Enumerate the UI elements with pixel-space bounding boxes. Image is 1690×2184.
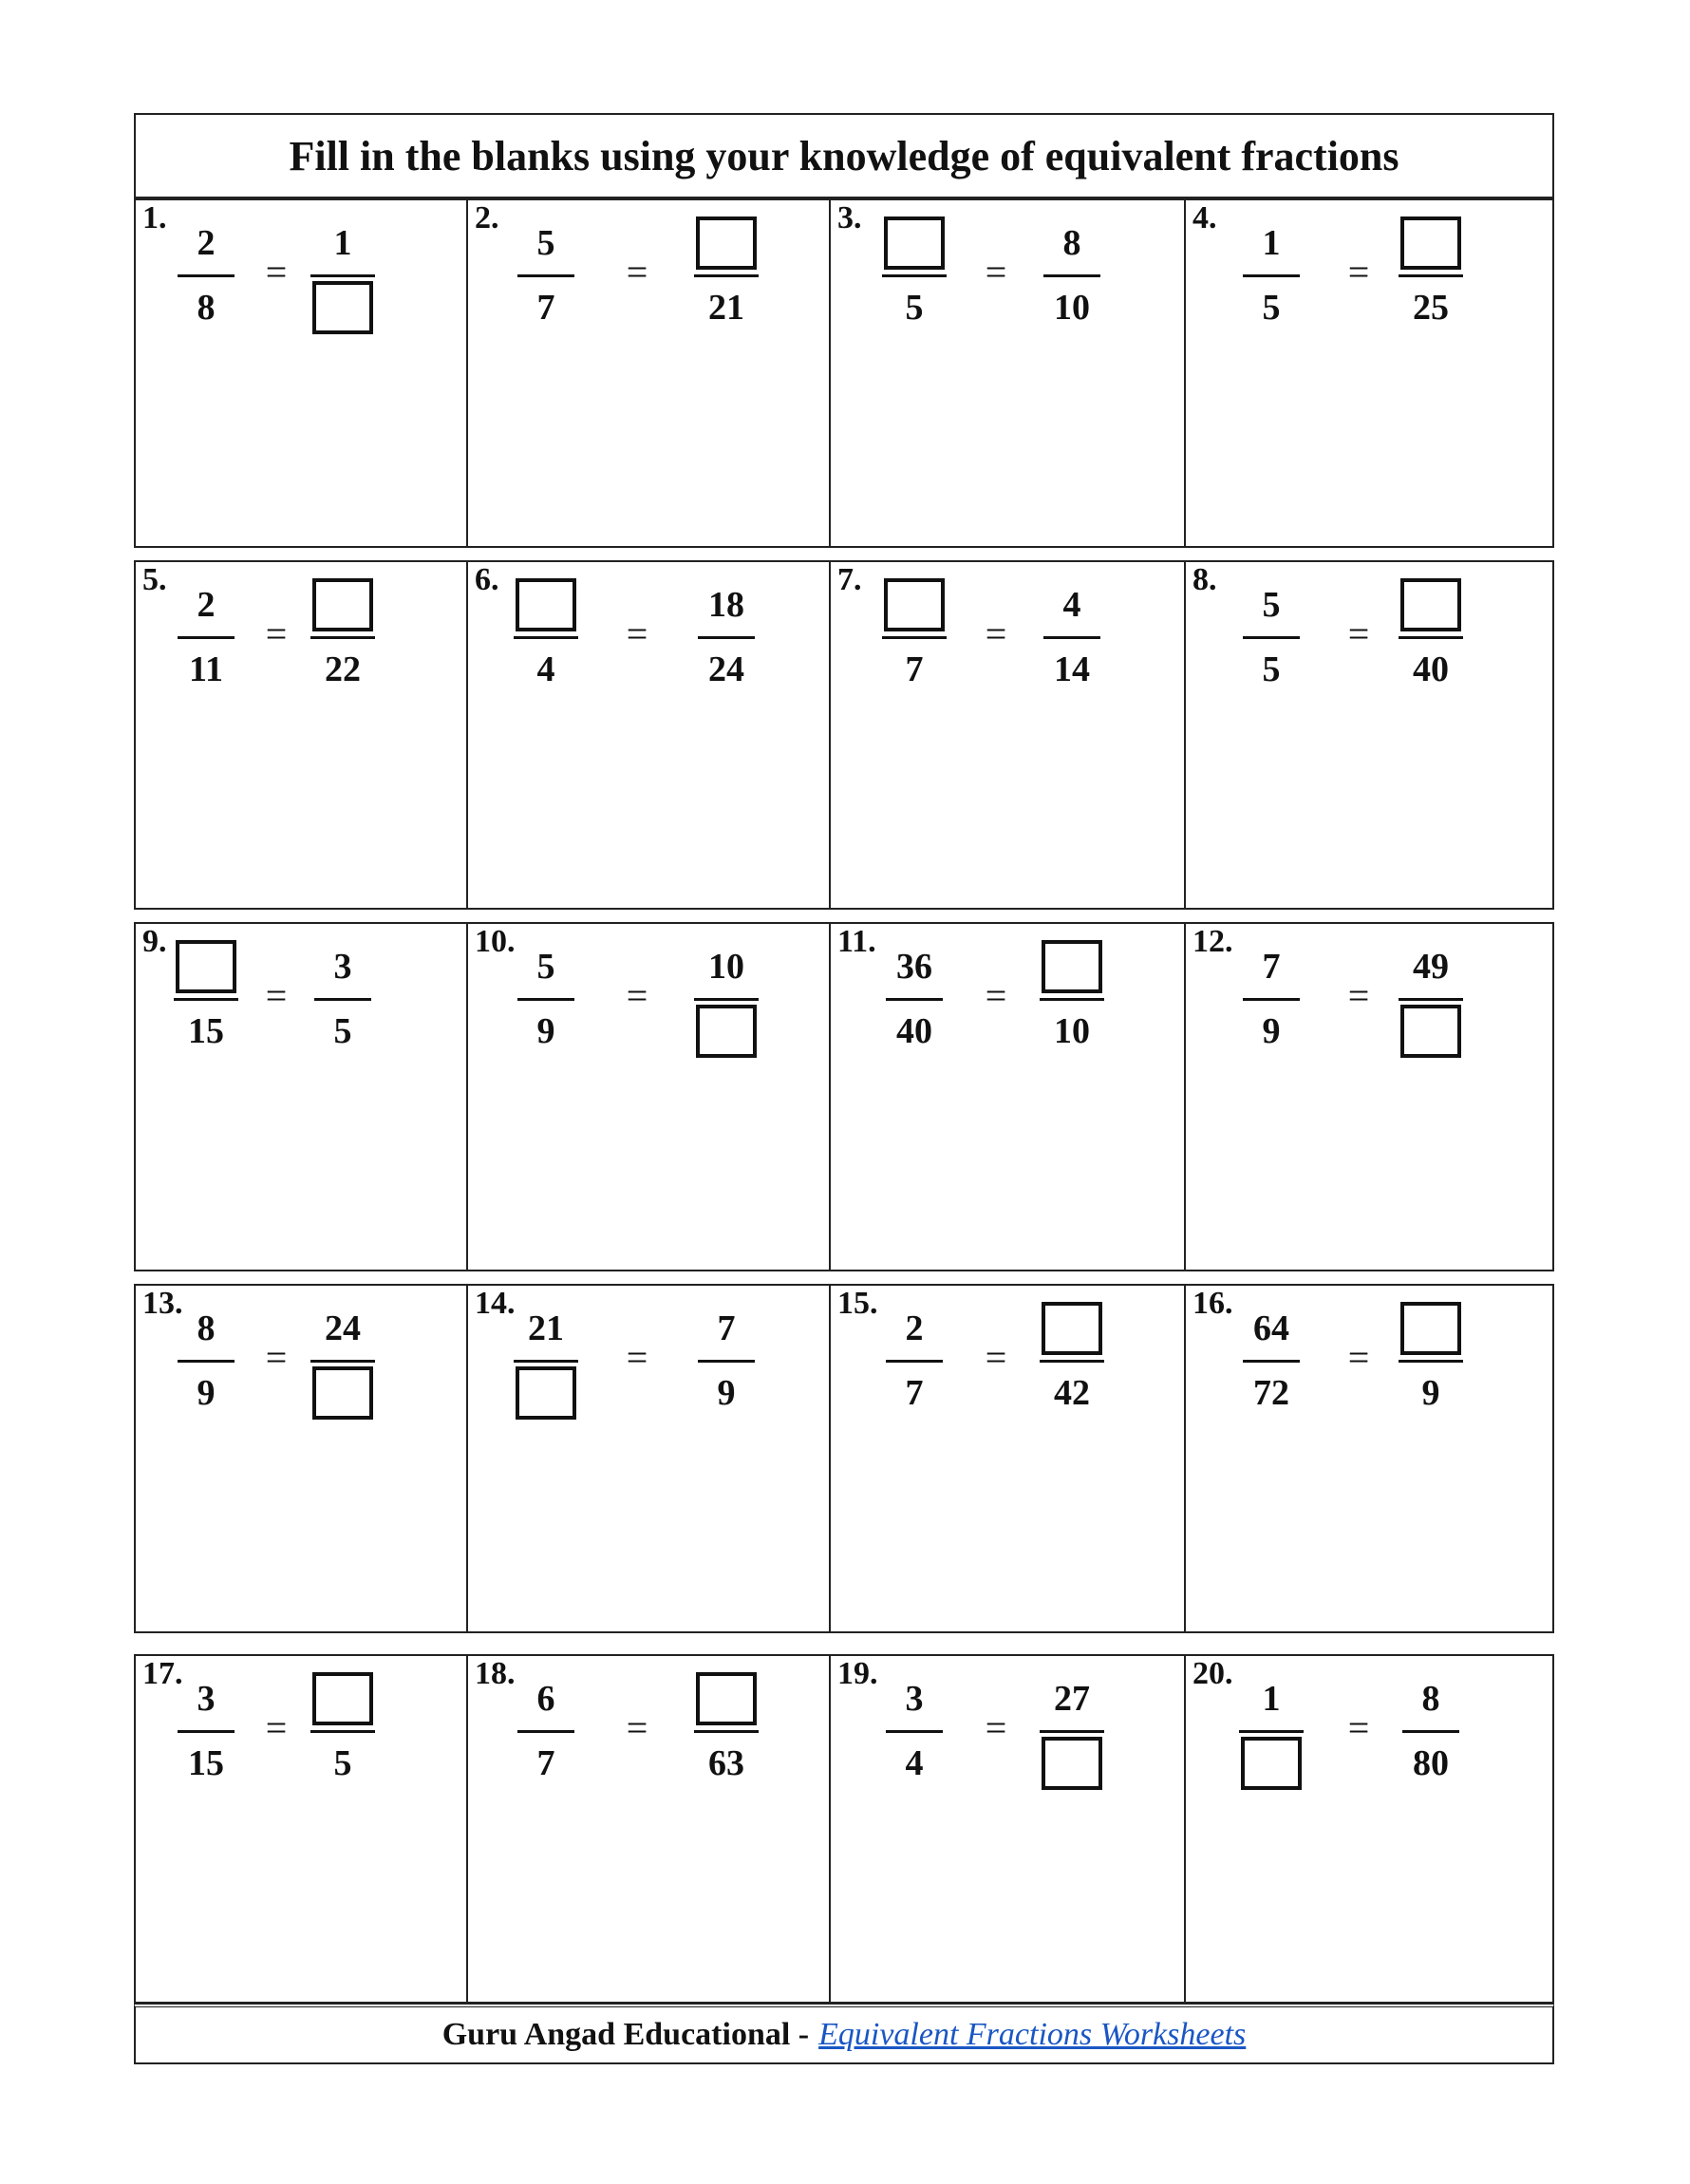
right-fraction — [1034, 214, 1110, 337]
right-fraction — [305, 1299, 381, 1422]
worksheet-title: Fill in the blanks using your knowledge of equivalent fractions — [134, 113, 1554, 198]
right-numerator: 49 — [1413, 947, 1449, 987]
left-numerator: 5 — [1262, 585, 1281, 625]
problem-number: 3. — [837, 200, 862, 235]
equals-sign: = — [1347, 1336, 1370, 1379]
equals-sign: = — [1347, 612, 1370, 655]
problem-number: 16. — [1192, 1286, 1233, 1321]
answer-box[interactable] — [696, 1672, 757, 1725]
blank-right-numerator — [1034, 937, 1110, 996]
problem-cell — [831, 924, 1186, 1270]
right-denominator: 22 — [325, 650, 361, 689]
equals-sign: = — [265, 1336, 288, 1379]
right-denominator: 42 — [1054, 1373, 1090, 1413]
problem-row — [134, 1284, 1554, 1633]
left-fraction — [876, 937, 952, 1061]
problem-number: 8. — [1192, 562, 1217, 597]
fraction-bar — [1040, 998, 1104, 1001]
left-denominator: 7 — [905, 650, 924, 689]
answer-box[interactable] — [1400, 578, 1461, 631]
answer-box[interactable] — [1241, 1737, 1302, 1790]
right-fraction — [305, 214, 381, 337]
left-fraction — [508, 575, 584, 699]
problem-cell — [831, 1656, 1186, 2002]
problem-number: 12. — [1192, 924, 1233, 959]
right-numerator: 3 — [333, 947, 352, 987]
left-numerator: 2 — [905, 1309, 924, 1348]
right-fraction — [1393, 1669, 1469, 1793]
fraction-bar — [1399, 274, 1463, 277]
left-fraction — [1233, 1669, 1309, 1793]
blank-left-denominator — [508, 1364, 584, 1422]
fraction-bar — [1243, 636, 1300, 639]
right-denominator: 5 — [333, 1743, 352, 1783]
problem-number: 17. — [142, 1656, 183, 1691]
left-numerator: 5 — [536, 947, 555, 987]
fraction-bar — [698, 636, 755, 639]
left-denominator: 4 — [536, 650, 555, 689]
fraction-bar — [694, 274, 759, 277]
problem-number: 14. — [475, 1286, 516, 1321]
equals-sign: = — [265, 612, 288, 655]
right-fraction — [1393, 214, 1469, 337]
fraction-bar — [1043, 636, 1100, 639]
right-numerator: 4 — [1062, 585, 1081, 625]
fraction-bar — [1243, 998, 1300, 1001]
left-numerator: 5 — [536, 223, 555, 263]
fraction-bar — [882, 274, 947, 277]
fraction-bar — [178, 636, 235, 639]
equals-sign: = — [985, 1336, 1007, 1379]
right-denominator: 10 — [1054, 1011, 1090, 1051]
fraction-bar — [517, 998, 574, 1001]
right-fraction — [688, 937, 764, 1061]
problem-cell — [136, 562, 468, 908]
fraction-bar — [1399, 1360, 1463, 1363]
blank-right-numerator — [1393, 1299, 1469, 1358]
blank-left-numerator — [876, 575, 952, 634]
right-numerator: 24 — [325, 1309, 361, 1348]
left-denominator: 9 — [197, 1373, 216, 1413]
left-fraction — [876, 1669, 952, 1793]
fraction-bar — [1043, 274, 1100, 277]
problem-cell — [1186, 924, 1552, 1270]
left-numerator: 36 — [896, 947, 932, 987]
equals-sign: = — [985, 251, 1007, 293]
right-fraction — [1393, 937, 1469, 1061]
left-denominator: 5 — [905, 288, 924, 328]
answer-box[interactable] — [1042, 940, 1102, 993]
problem-cell — [468, 200, 831, 546]
fraction-bar — [694, 998, 759, 1001]
equals-sign: = — [626, 974, 648, 1017]
fraction-bar — [310, 274, 375, 277]
left-numerator: 2 — [197, 585, 216, 625]
left-denominator: 15 — [188, 1011, 224, 1051]
fraction-bar — [514, 636, 578, 639]
left-denominator: 7 — [536, 288, 555, 328]
problem-cell — [136, 924, 468, 1270]
right-numerator: 27 — [1054, 1679, 1090, 1719]
right-fraction — [305, 575, 381, 699]
left-fraction — [1233, 575, 1309, 699]
left-numerator: 1 — [1262, 223, 1281, 263]
left-numerator: 3 — [197, 1679, 216, 1719]
right-denominator: 80 — [1413, 1743, 1449, 1783]
problem-number: 2. — [475, 200, 499, 235]
left-numerator: 8 — [197, 1309, 216, 1348]
fraction-bar — [310, 1730, 375, 1733]
blank-right-denominator — [688, 1002, 764, 1061]
left-denominator: 9 — [1262, 1011, 1281, 1051]
answer-box[interactable] — [884, 217, 945, 270]
blank-right-denominator — [305, 1364, 381, 1422]
right-numerator: 7 — [717, 1309, 736, 1348]
equals-sign: = — [985, 974, 1007, 1017]
fraction-bar — [886, 1730, 943, 1733]
left-fraction — [1233, 214, 1309, 337]
problem-cell — [831, 562, 1186, 908]
left-denominator: 7 — [536, 1743, 555, 1783]
blank-right-numerator — [1034, 1299, 1110, 1358]
fraction-bar — [314, 998, 371, 1001]
problem-cell — [468, 924, 831, 1270]
left-fraction — [876, 1299, 952, 1422]
fraction-bar — [1040, 1360, 1104, 1363]
fraction-bar — [886, 998, 943, 1001]
problem-cell — [1186, 200, 1552, 546]
left-denominator: 4 — [905, 1743, 924, 1783]
answer-box[interactable] — [696, 1005, 757, 1058]
equals-sign: = — [1347, 974, 1370, 1017]
problem-number: 1. — [142, 200, 167, 235]
answer-box[interactable] — [176, 940, 236, 993]
fraction-bar — [1040, 1730, 1104, 1733]
right-fraction — [1034, 1669, 1110, 1793]
blank-right-numerator — [688, 214, 764, 273]
right-fraction — [688, 214, 764, 337]
right-denominator: 14 — [1054, 650, 1090, 689]
left-fraction — [876, 214, 952, 337]
equals-sign: = — [1347, 251, 1370, 293]
blank-right-numerator — [688, 1669, 764, 1728]
blank-left-denominator — [1233, 1734, 1309, 1793]
left-numerator: 6 — [536, 1679, 555, 1719]
problem-cell — [468, 1286, 831, 1631]
footer-link[interactable]: Equivalent Fractions Worksheets — [818, 2017, 1247, 2052]
answer-box[interactable] — [312, 1672, 373, 1725]
fraction-bar — [517, 1730, 574, 1733]
right-denominator: 63 — [708, 1743, 744, 1783]
problem-row — [134, 198, 1554, 548]
right-fraction — [305, 937, 381, 1061]
left-numerator: 64 — [1253, 1309, 1289, 1348]
blank-right-denominator — [1034, 1734, 1110, 1793]
equals-sign: = — [265, 1706, 288, 1749]
right-numerator: 8 — [1421, 1679, 1440, 1719]
fraction-bar — [174, 998, 238, 1001]
fraction-bar — [1402, 1730, 1459, 1733]
fraction-bar — [1399, 636, 1463, 639]
left-denominator: 40 — [896, 1011, 932, 1051]
left-fraction — [168, 575, 244, 699]
left-fraction — [168, 214, 244, 337]
right-numerator: 10 — [708, 947, 744, 987]
footer — [134, 2004, 1554, 2064]
equals-sign: = — [626, 251, 648, 293]
left-denominator: 15 — [188, 1743, 224, 1783]
blank-left-numerator — [168, 937, 244, 996]
fraction-bar — [698, 1360, 755, 1363]
left-fraction — [508, 1669, 584, 1793]
left-denominator: 8 — [197, 288, 216, 328]
right-denominator: 21 — [708, 288, 744, 328]
problem-cell — [136, 200, 468, 546]
left-fraction — [508, 937, 584, 1061]
fraction-bar — [178, 1360, 235, 1363]
right-fraction — [688, 575, 764, 699]
fraction-bar — [310, 1360, 375, 1363]
problem-row — [134, 922, 1554, 1271]
left-denominator: 7 — [905, 1373, 924, 1413]
right-denominator: 24 — [708, 650, 744, 689]
problem-cell — [831, 1286, 1186, 1631]
right-denominator: 10 — [1054, 288, 1090, 328]
fraction-bar — [1239, 1730, 1304, 1733]
right-numerator: 18 — [708, 585, 744, 625]
equals-sign: = — [265, 251, 288, 293]
right-numerator: 8 — [1062, 223, 1081, 263]
fraction-bar — [1243, 1360, 1300, 1363]
left-denominator: 5 — [1262, 288, 1281, 328]
right-denominator: 25 — [1413, 288, 1449, 328]
left-denominator: 9 — [536, 1011, 555, 1051]
answer-box[interactable] — [1400, 217, 1461, 270]
problem-number: 20. — [1192, 1656, 1233, 1691]
answer-box[interactable] — [1400, 1005, 1461, 1058]
left-numerator: 3 — [905, 1679, 924, 1719]
problem-number: 10. — [475, 924, 516, 959]
fraction-bar — [310, 636, 375, 639]
problem-number: 7. — [837, 562, 862, 597]
left-fraction — [168, 1669, 244, 1793]
right-fraction — [1393, 1299, 1469, 1422]
answer-box[interactable] — [884, 578, 945, 631]
blank-right-denominator — [305, 278, 381, 337]
right-denominator: 9 — [717, 1373, 736, 1413]
problem-cell — [831, 200, 1186, 546]
left-fraction — [168, 1299, 244, 1422]
problem-cell — [1186, 1286, 1552, 1631]
blank-right-numerator — [1393, 575, 1469, 634]
answer-box[interactable] — [312, 281, 373, 334]
problem-number: 9. — [142, 924, 167, 959]
right-fraction — [1034, 1299, 1110, 1422]
right-denominator: 9 — [1421, 1373, 1440, 1413]
blank-right-numerator — [305, 575, 381, 634]
problem-row — [134, 1654, 1554, 2004]
right-fraction — [1034, 575, 1110, 699]
answer-box[interactable] — [312, 578, 373, 631]
problem-number: 15. — [837, 1286, 878, 1321]
equals-sign: = — [626, 1336, 648, 1379]
equals-sign: = — [985, 612, 1007, 655]
left-numerator: 21 — [528, 1309, 564, 1348]
answer-box[interactable] — [312, 1366, 373, 1420]
problem-cell — [136, 1286, 468, 1631]
equals-sign: = — [626, 1706, 648, 1749]
answer-box[interactable] — [696, 217, 757, 270]
equals-sign: = — [265, 974, 288, 1017]
problem-number: 5. — [142, 562, 167, 597]
right-denominator: 5 — [333, 1011, 352, 1051]
answer-box[interactable] — [1400, 1302, 1461, 1355]
left-fraction — [876, 575, 952, 699]
fraction-bar — [517, 274, 574, 277]
left-fraction — [508, 214, 584, 337]
answer-box[interactable] — [1042, 1737, 1102, 1790]
problem-cell — [136, 1656, 468, 2002]
left-numerator: 2 — [197, 223, 216, 263]
problem-row — [134, 560, 1554, 910]
equals-sign: = — [626, 612, 648, 655]
fraction-bar — [694, 1730, 759, 1733]
right-fraction — [688, 1669, 764, 1793]
problem-number: 11. — [837, 924, 876, 959]
left-fraction — [508, 1299, 584, 1422]
answer-box[interactable] — [1042, 1302, 1102, 1355]
fraction-bar — [886, 1360, 943, 1363]
left-fraction — [168, 937, 244, 1061]
right-denominator: 40 — [1413, 650, 1449, 689]
fraction-bar — [178, 1730, 235, 1733]
fraction-bar — [882, 636, 947, 639]
right-fraction — [305, 1669, 381, 1793]
right-numerator: 1 — [333, 223, 352, 263]
footer-text: Guru Angad Educational - — [441, 2017, 810, 2052]
problem-cell — [468, 562, 831, 908]
blank-left-numerator — [876, 214, 952, 273]
blank-left-numerator — [508, 575, 584, 634]
problem-number: 18. — [475, 1656, 516, 1691]
right-fraction — [1393, 575, 1469, 699]
answer-box[interactable] — [516, 578, 576, 631]
problem-cell — [1186, 1656, 1552, 2002]
equals-sign: = — [985, 1706, 1007, 1749]
right-fraction — [1034, 937, 1110, 1061]
equals-sign: = — [1347, 1706, 1370, 1749]
fraction-bar — [1243, 274, 1300, 277]
problem-number: 6. — [475, 562, 499, 597]
blank-right-numerator — [305, 1669, 381, 1728]
left-fraction — [1233, 937, 1309, 1061]
problem-number: 19. — [837, 1656, 878, 1691]
problem-cell — [1186, 562, 1552, 908]
right-fraction — [688, 1299, 764, 1422]
left-denominator: 72 — [1253, 1373, 1289, 1413]
problem-number: 13. — [142, 1286, 183, 1321]
answer-box[interactable] — [516, 1366, 576, 1420]
left-denominator: 11 — [189, 650, 223, 689]
fraction-bar — [1399, 998, 1463, 1001]
problem-number: 4. — [1192, 200, 1217, 235]
left-numerator: 7 — [1262, 947, 1281, 987]
left-numerator: 1 — [1262, 1679, 1281, 1719]
blank-right-numerator — [1393, 214, 1469, 273]
problem-cell — [468, 1656, 831, 2002]
blank-right-denominator — [1393, 1002, 1469, 1061]
left-denominator: 5 — [1262, 650, 1281, 689]
fraction-bar — [514, 1360, 578, 1363]
fraction-bar — [178, 274, 235, 277]
left-fraction — [1233, 1299, 1309, 1422]
